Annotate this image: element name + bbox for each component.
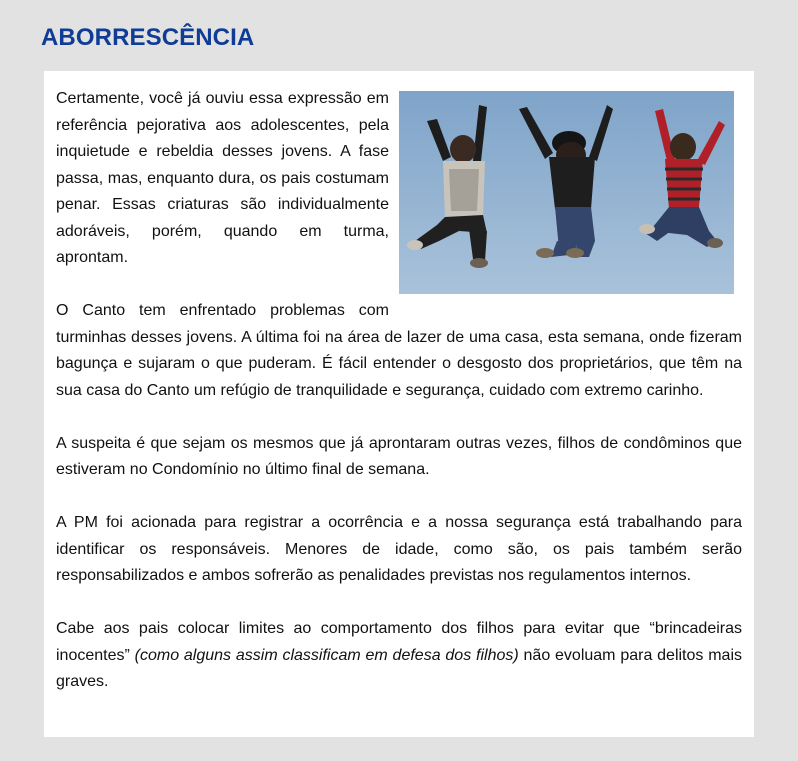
paragraph-5-end: não evoluam para delitos mais graves.: [56, 646, 743, 690]
paragraph-5-start: Cabe aos pais colocar limites ao comportamento dos filhos para evitar que “brincadeiras inocentes”: [56, 620, 742, 664]
article-title: ABORRESCÊNCIA: [41, 24, 255, 51]
jumping-teens-photo: [399, 91, 734, 294]
paragraph-4: A PM foi acionada para registrar a ocorrência e a nossa segurança está trabalhando para identificar os responsáveis. Menores de idade, como são, os pais também serão responsabilizados e ambos sofrerão as penalidades previstas nos regulamentos internos.: [56, 514, 742, 584]
article-body: [56, 86, 742, 722]
paragraph-3: A suspeita é que sejam os mesmos que já aprontaram outras vezes, filhos de condôminos que estiveram no Condomínio no último final de semana.: [56, 434, 742, 478]
paragraph-2: O Canto tem enfrentado problemas com turminhas desses jovens. A última foi na área de lazer de uma casa, esta semana, onde fizeram bagunça e sujaram o que puderam. É fácil entender o desgosto dos proprietários, que têm na sua casa do Canto um refúgio de tranquilidade e segurança, cuidado com extremo carinho.: [56, 302, 742, 399]
paragraph-5: [56, 616, 742, 696]
article-panel: [44, 71, 754, 737]
paragraph-5-italic: (como alguns assim classificam em defesa dos filhos): [134, 646, 519, 664]
paragraph-1: Certamente, você já ouviu essa expressão em referência pejorativa aos adolescentes, pela inquietude e rebeldia desses jovens. A fase passa, mas, enquanto dura, os pais costumam penar. Essas criaturas são individualmente adoráveis, porém, quando em turma, aprontam.: [56, 90, 389, 266]
